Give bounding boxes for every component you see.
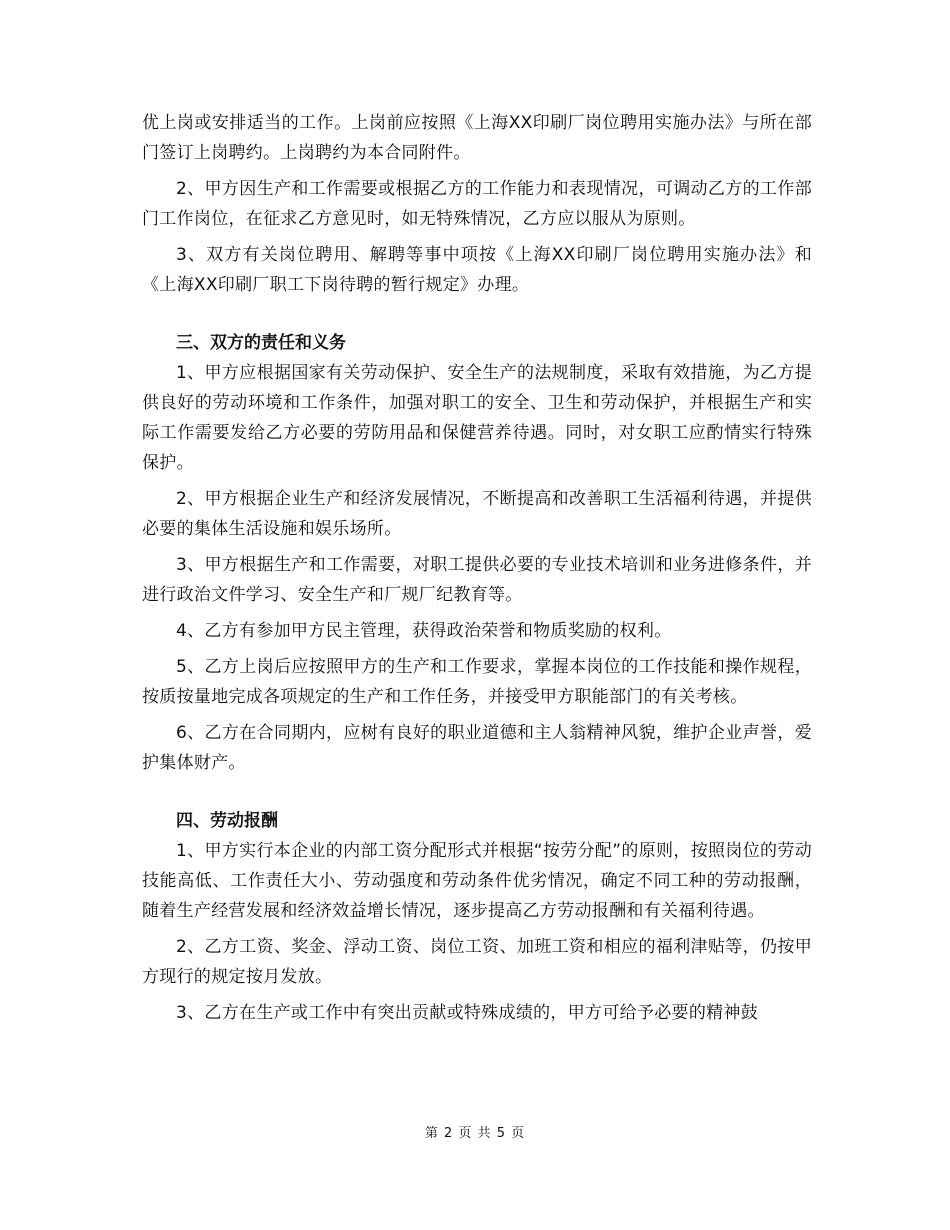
section4-item-1: 1、甲方实行本企业的内部工资分配形式并根据“按劳分配”的原则，按照岗位的劳动技能高低、工作责任大小、劳动强度和劳动条件优劣情况，确定不同工种的劳动报酬，随着生产经营发展和经济效益增长情况，逐步提高乙方劳动报酬和有关福利待遇。 bbox=[142, 841, 812, 921]
paragraph-clause-2: 2、甲方因生产和工作需要或根据乙方的工作能力和表现情况，可调动乙方的工作部门工作岗位，在征求乙方意见时，如无特殊情况，乙方应以服从为原则。 bbox=[142, 179, 812, 229]
section4-item-2: 2、乙方工资、奖金、浮动工资、岗位工资、加班工资和相应的福利津贴等，仍按甲方现行的规定按月发放。 bbox=[142, 937, 812, 987]
section3-item-6: 6、乙方在合同期内，应树有良好的职业道德和主人翁精神风貌，维护企业声誉，爱护集体财产。 bbox=[142, 723, 812, 773]
page-number-footer: 第 2 页 共 5 页 bbox=[424, 1126, 526, 1141]
section3-item-1: 1、甲方应根据国家有关劳动保护、安全生产的法规制度，采取有效措施，为乙方提供良好的劳动环境和工作条件，加强对职工的安全、卫生和劳动保护，并根据生产和实际工作需要发给乙方必要的劳防用品和保健营养待遇。同时，对女职工应酌情实行特殊保护。 bbox=[142, 363, 812, 473]
section-heading-remuneration: 四、劳动报酬 bbox=[176, 811, 278, 831]
section3-item-4: 4、乙方有参加甲方民主管理，获得政治荣誉和物质奖励的权利。 bbox=[176, 621, 672, 641]
section-heading-responsibilities: 三、双方的责任和义务 bbox=[176, 333, 346, 353]
section3-item-2: 2、甲方根据企业生产和经济发展情况，不断提高和改善职工生活福利待遇，并提供必要的集体生活设施和娱乐场所。 bbox=[142, 489, 812, 539]
paragraph-clause-3: 3、双方有关岗位聘用、解聘等事中项按《上海XX印刷厂岗位聘用实施办法》和《上海XX印刷厂职工下岗待聘的暂行规定》办理。 bbox=[142, 245, 812, 295]
paragraph-continuation: 优上岗或安排适当的工作。上岗前应按照《上海XX印刷厂岗位聘用实施办法》与所在部门签订上岗聘约。上岗聘约为本合同附件。 bbox=[142, 113, 812, 163]
section3-item-3: 3、甲方根据生产和工作需要，对职工提供必要的专业技术培训和业务进修条件，并进行政治文件学习、安全生产和厂规厂纪教育等。 bbox=[142, 555, 812, 605]
section3-item-5: 5、乙方上岗后应按照甲方的生产和工作要求，掌握本岗位的工作技能和操作规程，按质按量地完成各项规定的生产和工作任务，并接受甲方职能部门的有关考核。 bbox=[142, 657, 812, 707]
section4-item-3: 3、乙方在生产或工作中有突出贡献或特殊成绩的，甲方可给予必要的精神鼓 bbox=[176, 1003, 759, 1023]
document-page bbox=[142, 108, 812, 1028]
